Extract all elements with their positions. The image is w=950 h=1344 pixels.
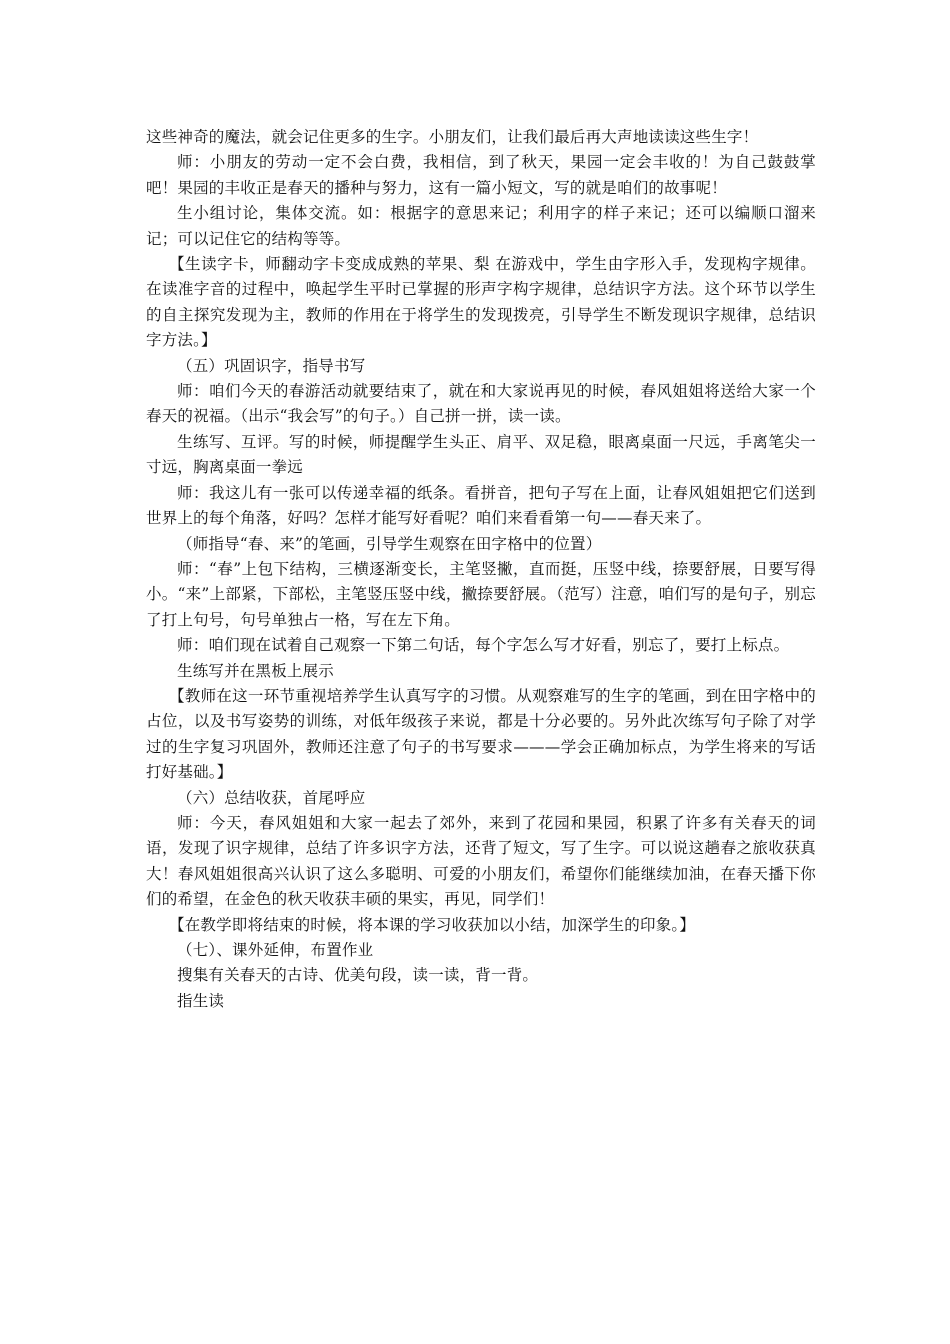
paragraph: 生小组讨论，集体交流。如：根据字的意思来记；利用字的样子来记；还可以编顺口溜来记；可以记住它的结构等等。 xyxy=(146,204,816,248)
paragraph: 师：今天，春风姐姐和大家一起去了郊外，来到了花园和果园，积累了许多有关春天的词语，发现了识字规律，总结了许多识字方法，还背了短文，写了生字。可以说这趟春之旅收获真大！春风姐姐很高兴认识了这么多聪明、可爱的小朋友们，希望你们能继续加油，在春天播下你们的希望，在金色的秋天收获丰硕的果实，再见，同学们！ xyxy=(146,813,816,909)
paragraph: 师：“春”上包下结构，三横逐渐变长，主笔竖撇，直而挺，压竖中线，捺要舒展，日要写得小。“来”上部紧，下部松，主笔竖压竖中线，撇捺要舒展。（范写）注意，咱们写的是句子，别忘了打上句号，句号单独占一格，写在左下角。 xyxy=(146,559,816,629)
section-heading: （七）、课外延伸，布置作业 xyxy=(177,941,374,959)
commentary-paragraph: 【教师在这一环节重视培养学生认真写字的习惯。从观察难写的生字的笔画，到在田字格中的占位，以及书写姿势的训练，对低年级孩子来说，都是十分必要的。另外此次练写句子除了对学过的生字复习巩固外，教师还注意了句子的书写要求———学会正确加标点，为学生将来的写话打好基础。】 xyxy=(146,686,816,782)
commentary-paragraph: 【在教学即将结束的时候，将本课的学习收获加以小结，加深学生的印象。】 xyxy=(169,915,696,934)
paragraph: 生练写并在黑板上展示 xyxy=(177,661,335,680)
paragraph: 师：咱们今天的春游活动就要结束了，就在和大家说再见的时候，春风姐姐将送给大家一个春天的祝福。（出示“我会写”的句子。）自己拼一拼，读一读。 xyxy=(146,382,816,426)
paragraph: 这些神奇的魔法，就会记住更多的生字。小朋友们，让我们最后再大声地读读这些生字！ xyxy=(146,128,759,146)
document-page xyxy=(146,125,816,1014)
section-heading: （六）总结收获，首尾呼应 xyxy=(177,788,366,807)
paragraph: 师：我这儿有一张可以传递幸福的纸条。看拼音，把句子写在上面，让春风姐姐把它们送到世界上的每个角落，好吗？怎样才能写好看呢？咱们来看看第一句——春天来了。 xyxy=(146,483,816,528)
paragraph: 搜集有关春天的古诗、优美句段，读一读，背一背。 xyxy=(177,966,539,985)
paragraph: 师：咱们现在试着自己观察一下第二句话，每个字怎么写才好看，别忘了，要打上标点。 xyxy=(177,636,790,655)
paragraph: 生练写、互评。写的时候，师提醒学生头正、肩平、双足稳，眼离桌面一尺远，手离笔尖一寸远，胸离桌面一拳远 xyxy=(146,432,816,477)
section-heading: （五）巩固识字，指导书写 xyxy=(177,356,366,375)
paragraph: 指生读 xyxy=(177,991,225,1010)
paragraph: （师指导“春、来”的笔画，引导学生观察在田字格中的位置） xyxy=(177,534,602,553)
commentary-paragraph: 【生读字卡，师翻动字卡变成成熟的苹果、梨 在游戏中，学生由字形入手，发现构字规律。在读准字音的过程中，唤起学生平时已掌握的形声字构字规律，总结识字方法。这个环节以学生的自主探究发现为主，教师的作用在于将学生的发现拨亮，引导学生不断发现识字规律，总结识字方法。】 xyxy=(146,255,816,350)
paragraph: 师：小朋友的劳动一定不会白费，我相信，到了秋天，果园一定会丰收的！为自己鼓鼓掌吧！果园的丰收正是春天的播种与努力，这有一篇小短文，写的就是咱们的故事呢！ xyxy=(146,153,816,197)
